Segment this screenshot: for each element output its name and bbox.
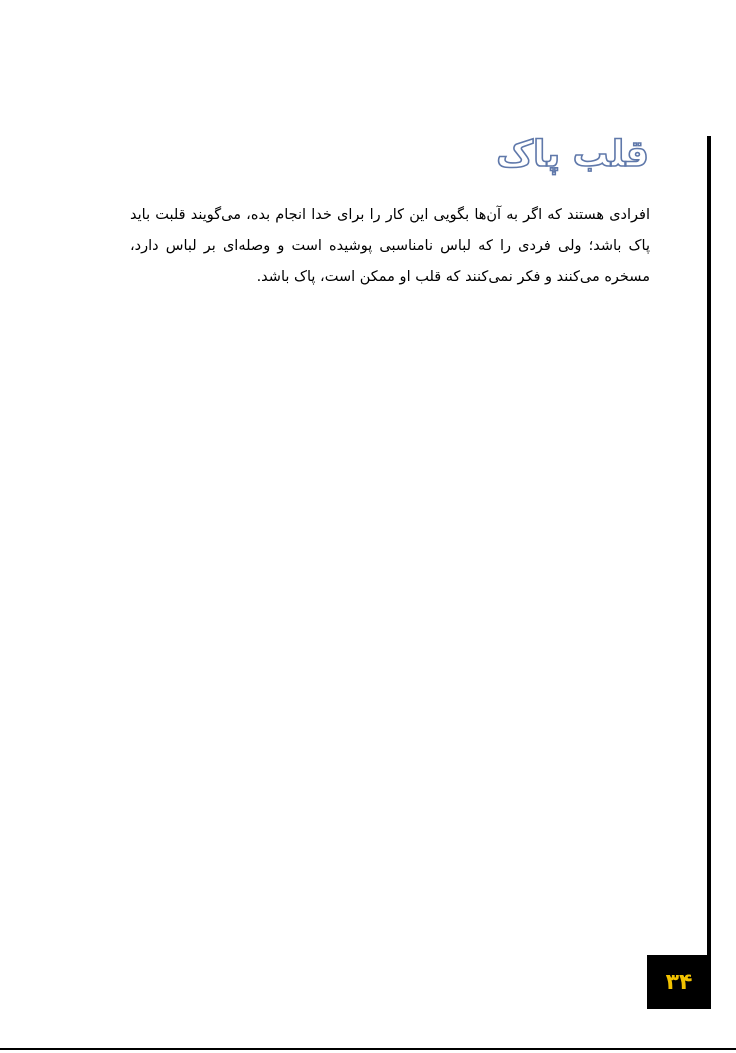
body-paragraph: افرادی هستند که اگر به آن‌ها بگویی این کار را برای خدا انجام بده، می‌گویند قلبت باید پاک باشد؛ ولی فردی را که لباس نامناسبی پوشیده است و وصله‌ای بر لباس دارد، مسخره می‌کنند و فکر نمی‌کنند که قلب او ممکن است، پاک باشد. bbox=[130, 207, 650, 285]
page-title: قلب پاک bbox=[496, 134, 649, 175]
bottom-rule bbox=[0, 1048, 736, 1050]
page-number-box bbox=[647, 955, 711, 1009]
right-margin-rule bbox=[707, 136, 711, 956]
page-number: ۳۴ bbox=[665, 969, 693, 995]
